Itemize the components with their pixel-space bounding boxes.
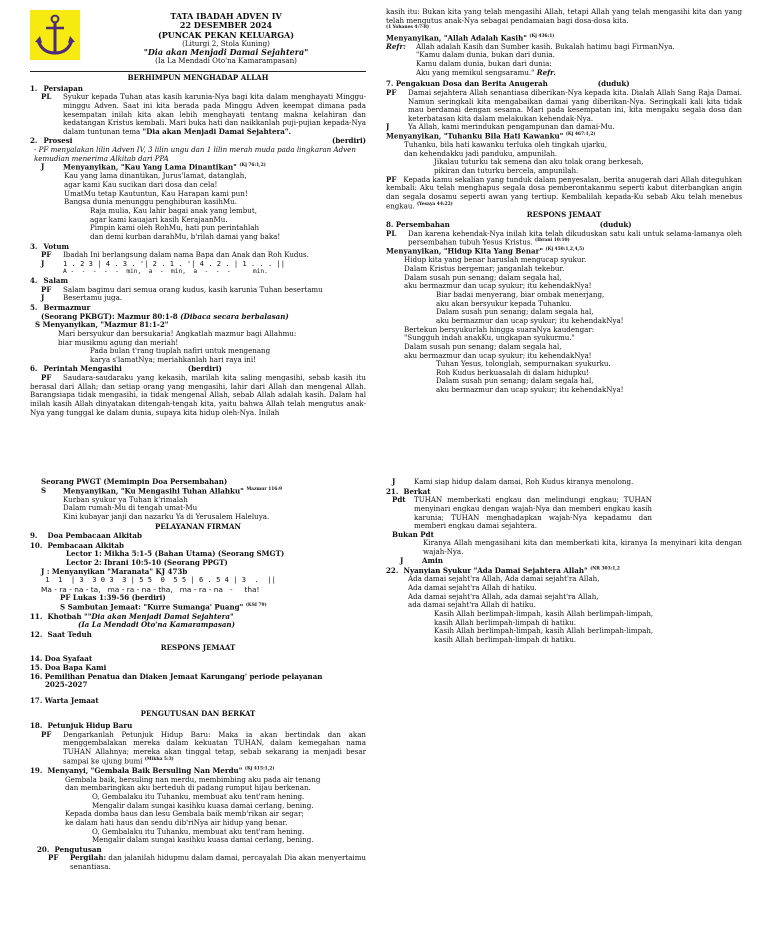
paragraph: Ibadah Ini berlangsung dalam nama Bapa dan Anak dan Roh Kudus. [63,250,309,260]
text-span: Ada damai sejaht'ra Allah, Ada damai sejaht'ra Allah, [408,574,600,584]
text-span: Kau yang lama dinantikan, Jurus'lamat, datanglah, [64,171,247,181]
role-label: J [386,122,390,132]
item-title: Bermazmur [43,302,91,312]
song-stanza [30,347,366,364]
paragraph [63,93,366,136]
text-span: Ada damai sejaht'ra Allah, ada damai sejaht'ra Allah, [408,591,599,601]
sermon-subtitle: (Ia La Mendadi Oto'na Kamarampasan) [78,620,235,630]
text-span: Kurban syukur ya Tuhan k'rimalah [63,494,188,504]
paragraph [386,176,742,211]
text-span: Menyanyikan, "Tuhanku Bila Hati Kawanku" [386,131,564,141]
text-span: Mengalir dalam sungai kasihku kuasa damai cerlang, bening. [92,800,314,810]
text-span: Dalam rumah-Mu di tengah umat-Mu [63,503,198,513]
song-stanza [416,43,675,78]
text-span: Kasih Allah berlimpah-limpah, kasih Allah berlimpah-limpah, [434,608,654,618]
role-label: J [41,162,45,172]
role-label: J [41,258,45,268]
text-span: Ada damai sejaht'ra Allah di hatiku. [408,583,537,593]
text-span: 2. [30,136,38,146]
text-span: Kamu dalam dunia, bukan dari dunia: [416,58,552,68]
text-span: (Yesaya 44:22) [416,201,453,207]
column-3 [30,478,366,928]
text-span: Khotbah " [47,611,88,621]
posture-note: (berdiri) [187,364,222,374]
song-stanza [386,291,742,326]
text-span: dan demi kurban darahMu, b'rilah damai yang baka! [90,231,281,241]
column-2 [386,8,742,458]
item-title: Pengakuan Dosa dan Berita Anugerah [395,79,548,89]
item-title: Persiapan [43,83,83,93]
text-span: pikiran dan tuturku bercela, ampunilah. [434,165,579,175]
bulletin-header [30,8,366,70]
item-title [403,566,619,575]
paragraph [386,8,742,25]
item-title: Salam [43,276,69,286]
role-label: Pdt [392,495,406,505]
text-span: (Kj 76:1,2) [239,163,266,169]
text-span: Kini kubayar janji dan nazarku Ya di Yerusalem Haleluya. [63,511,270,521]
song-stanza [30,330,366,347]
text-span: Dengarkanlah Petunjuk Hidup Baru: Maka ia akan bertindak dan akan menggembalakan mereka dalam kekuatan TUHAN, dalam kemegahan nama TUHAN Allahnya; mereka akan tinggal tetap, sebab sekarang ia menjadi besar sampai ke ujung bumi [63,729,366,766]
text-span: (Kj 467:1,2) [565,132,596,138]
paragraph: Ya Allah, kami merindukan pengampunan dan damai-Mu. [408,122,615,132]
text-span: dan jalanilah hidupmu dalam damai, percayalah Dia akan menyertaimu senantiasa. [70,853,366,872]
text-span: kasih Allah berlimpah-limpah di hatiku. [434,634,577,644]
text-span: 1. [30,83,38,93]
song-stanza [386,158,742,175]
text-span: (KSI 79) [245,602,267,608]
music-notation [30,576,366,594]
text-span: 18. [30,721,43,731]
item-title: Petunjuk Hidup Baru [47,721,133,731]
gospel-reading: PF Lukas 1:39-56 (berdiri) [60,593,166,603]
text-span: O, Gembalaku itu Tuhanku, membuat aku tent'ram hening. [92,791,305,801]
text-span: aku akan bersyukur kepada Tuhanku. [436,298,572,308]
text-span: Dalam Kristus bergemar; janganlah tekebur. [404,264,565,274]
text-span: agar kami Kau sucikan dari dosa dan cela! [64,180,218,190]
text-span: aku bermazmur dan ucap syukur; itu kehendakNya! [404,350,592,360]
role-label: S [41,485,47,495]
text-span: karya s'lamatNya; meriahkanlah hari raya ini! [90,354,256,364]
theme-toraja: (Ia La Mendadi Oto'na Kamarampasan) [155,56,297,66]
rubric-note: - PF menyalakan lilin Adven IV, 3 lilin ungu dan 1 lilin merah muda pada lingkaran Adven kemudian menerima Alkitab dari PPA [34,145,356,163]
text-span: 22. [386,565,399,575]
item-title: Prosesi [43,136,73,146]
text-span: 4. [30,276,38,286]
posture-note: (duduk) [599,220,632,230]
song-stanza [30,810,366,827]
text-span: Dalam susah pun senang; dalam segala hal, [404,272,562,282]
text-span: agar kami kauajari kasih KerajaanMu. [90,214,228,224]
divider [30,71,366,72]
role-label: PL [41,92,52,102]
paragraph [70,854,366,871]
item-title: Pembacaan Alkitab [47,540,124,550]
text-span: Dalam susah pun senang; dalam segala hal, [436,307,594,317]
text-span: 3. [30,241,38,251]
text-span: aku bermazmur dan ucap syukur; itu kehendakNya! [436,315,624,325]
text-span: Kasih Allah berlimpah-limpah, kasih Allah berlimpah-limpah, [434,626,654,636]
item-title [47,612,233,621]
text-span: "Sungguh indah anakKu, ungkapan syukurmu." [404,333,575,343]
text-span: ke dalam hati haus dan sendu dib'riNya air hidup yang benar. [65,817,288,827]
lector-line: Lector 2: Ibrani 10:5-10 (Seorang PPGT) [66,558,228,568]
text-span: Roh Kudus berkuasalah di dalam hidupku! [436,367,590,377]
section-heading: BERHIMPUN MENGHADAP ALLAH [127,73,269,82]
music-lyrics: A - - - - - min, a - min, a - - - min. [63,268,268,276]
text-span: Bangsa dunia menunggu penghiburan kasihMu. [64,197,237,207]
text-span: 20. [37,844,50,854]
bulletin-subtitle: (PUNCAK PEKAN KELUARGA) [157,29,295,40]
text-span: Aku yang memikul sengsaramu." [416,67,535,77]
item-title [47,766,274,775]
text-span: 11. [30,611,43,621]
role-label: PF [41,729,52,739]
text-span: Biar badai menyerang, biar ombak menerjang, [436,290,605,300]
text-span: S Sambutan Jemaat: "Kurre Sumanga' Puang" [60,602,244,612]
role-label: PF [41,284,52,294]
section-heading: PENGUTUSAN DAN BERKAT [140,709,256,719]
song-stanza [386,610,742,645]
role-label: PF [41,250,52,260]
text-span: Bertekun bersyukurlah hingga suaraNya kaudengar: [404,324,595,334]
text-span: Jikalau tuturku tak semena dan aku tolak orang berkesah, [434,157,644,167]
text-span: Tuhan Yesus, tolonglah, sempurnakan syukurku. [436,359,611,369]
music-notation [63,260,285,276]
song-stanza [386,575,742,610]
role-label: Bukan Pdt [392,529,434,539]
text-span: Kepada domba haus dan lesu Gembala baik memb'rikan air segar; [65,809,304,819]
text-span: Menyanyikan, "Kau Yang Lama Dinantikan" [63,162,237,172]
text-span: Pada bulan t'rang tiuplah nafiri untuk mengenang [90,346,271,356]
text-span: "Dia akan Menjadi Damai Sejahtera". [142,126,291,136]
text-span: Dalam susah pun senang; dalam segala hal, [436,376,594,386]
text-span: ada damai sejaht'ra Allah di hatiku. [408,600,536,610]
text-span: Kepada kamu sekalian yang tunduk dalam penyesalan, berita anugerah dari Allah diteguhkan kembali: Aku telah menghapus segala dosa pemberontakanmu seperti kabut diterbangkan angin dan segala dosamu seperti awan yang tertiup. Kembalilah kepada-Ku sebab Aku telah menebus engkau. [386,174,742,210]
text-span: Syukur kepada Tuhan atas kasih karunia-Nya bagi kita dalam menghayati Minggu-minggu Adven. Saat ini kita berada pada Minggu Adven keempat dimana pada kesempatan inilah kita akan lebih menghayati tentang makna kelahiran dan kedatangan Kristus kembali. Mari buka hati dan naikkanlah puji-pujian kepada-Nya dalam tuntunan tema [63,92,366,136]
paragraph: TUHAN memberkati engkau dan melindungi engkau; TUHAN menyinari engkau dengan wajah-Nya dan memberi engkau kasih karunia; TUHAN menghadapkan wajah-Nya kepadamu dan memberi engkau damai sejahtera. [414,495,652,531]
section-heading: RESPONS JEMAAT [160,642,236,652]
song-stanza [386,141,742,158]
text-span: Refr. [536,67,556,77]
paragraph: Salam bagimu dari semua orang kudus, kasih karunia Tuhan besertamu [63,284,323,294]
item-title: Berkat [403,486,431,496]
column-1 [30,8,366,458]
music-notes: 1 1 | 3 3 0 3 3 | 5 5 0 5 5 | 6 . 5 4 | 3 . || [41,575,276,585]
lector-line: Lector 1: Mikha 5:1-5 (Bahan Utama) (Seorang SMGT) [66,549,285,559]
role-label: PL [386,228,397,238]
text-span: Gembala baik, bersuling nan merdu, membimbing aku pada air tenang [65,774,321,784]
text-span: "Kamu dalam dunia, bukan dari dunia. [416,50,555,60]
paragraph [63,731,366,766]
song-stanza [30,828,366,845]
text-span: PF [386,174,397,184]
bulletin-date: 22 DESEMBER 2024 [179,20,273,31]
theme: "Dia akan Menjadi Damai Sejahtera" [143,47,309,58]
text-span: kasih Allah berlimpah-limpah di hatiku. [434,617,577,627]
text-span: dan membaringkan aku berteduh di padang rumput hijau berkenan. [65,783,311,793]
song-stanza [386,326,742,361]
text-span: Nyanyian Syukur "Ada Damai Sejahtera Allah" [403,565,588,575]
text-span: Menyanyikan, "Ku Mengasihi Tuhan Allahku" [63,486,244,495]
posture-note: (berdiri) [331,136,366,146]
song-stanza [30,172,366,207]
agenda-item: 2025-2027 [45,680,88,690]
agenda-item: 17. Warta Jemaat [30,695,99,705]
posture-note: (duduk) [597,79,630,89]
congregation-response [30,603,366,612]
text-span: 10. [30,540,43,550]
role-label: J [400,555,404,565]
text-span: 6. [30,364,38,374]
agenda-item: 16. Pemilihan Penatua dan Diaken Jemaat Karungang' periode pelayanan [30,671,323,681]
header-text [86,12,366,66]
text-span: Dalam susah pun senang; dalam segala hal, [404,341,562,351]
text-span: 8. [386,220,394,230]
text-span: Mengalir dalam sungai kasihku kuasa damai cerlang, bening. [92,835,314,845]
text-span: Menyanyi, "Gembala Baik Bersuling Nan Merdu" [47,766,243,776]
amen-response: Amin [422,555,443,565]
text-span: "Dia akan Menjadi Damai Sejahtera" [87,611,234,621]
text-span: Pimpin kami oleh RohMu, hati pun perintahlah [90,223,260,233]
liturgy-info: (Liturgi 2, Stola Kuning) [182,38,270,48]
item-title: Votum [43,241,70,251]
section-heading: PELAYANAN FIRMAN [154,521,242,531]
text-span: 21. [386,486,399,496]
text-span: (Mikha 5:3) [144,756,174,762]
text-span: (Ibrani 10:10) [535,238,570,244]
text-span: UmatMu tetap Kautuntun, Kau Harapan kami pun! [64,188,248,198]
song-stanza [30,496,366,522]
text-span: Tuhanku, bila hati kawanku terluka oleh tingkah ujarku, [404,140,608,150]
text-span: (Kj 415:1,2) [244,766,275,772]
scripture-ref: (1 Yohanes 4:7-8) [386,25,430,31]
paragraph: Damai sejahtera Allah senantiasa diberikan-Nya kepada kita. Dialah Allah Sang Raja Damai. Namun seringkali kita mengabaikan damai yang diberikan-Nya. Seringkali kali kita tidak mau berdamai dengan sesama. Mari pada kesempatan ini, kita mengaku segala dosa dan keterbatasan kita dalam melakukan kehendak-Nya. [408,87,742,123]
text-span: Mazmur 116:9 [246,486,283,492]
song-stanza [30,776,366,793]
paragraph [408,230,742,248]
item-title: Persembahan [395,220,450,230]
text-span: Menyanyikan, "Allah Adalah Kasih" [386,33,527,43]
item-title: Doa Pembacaan Alkitab [47,531,142,541]
text-span: Raja mulia, Kau lahir bagai anak yang lembut, [90,205,257,215]
text-span: dan kehendakku jadi panduku, ampunilah. [404,148,558,158]
paragraph: Kiranya Allah mengasihani kita dan memberkati kita, kiranya Ia menyinari kita dengan wajah-Nya. [423,538,742,557]
role-label: J [41,293,45,303]
song-stanza [386,256,742,291]
bulletin-title: TATA IBADAH ADVEN IV [170,11,282,21]
song-stanza [386,360,742,395]
text-span: kasih itu: Bukan kita yang telah mengasihi Allah, tetapi Allah yang telah mengasihi kita dan yang telah mengutus anak-Nya sebagai pendamaian bagi dosa-dosa kita. [386,8,742,25]
item-title: Saat Teduh [47,630,92,639]
text-span: 5. [30,302,38,312]
text-span: Mari bersyukur dan bersukaria! Angkatlah mazmur bagi Allahmu: [58,328,297,338]
text-span: biar musikmu agung dan meriah! [58,337,179,347]
agenda-item: 14. Doa Syafaat [30,654,93,664]
song-stanza [30,207,366,242]
text-span: aku bermazmur dan ucap syukur; itu kehendakNya! [436,385,624,395]
prayer-leader: Seorang PWGT (Memimpin Doa Persembahan) [41,478,228,486]
role-label: PF [386,87,397,97]
song-stanza [30,793,366,810]
text-span: (Dibaca secara berbalasan) [180,311,289,321]
text-span: Hidup kita yang benar haruslah mengucap syukur. [404,255,587,265]
text-span: Menyanyikan, "Hidup Kita Yang Benar" [386,246,544,256]
anchor-icon [30,10,80,60]
text-span: Allah adalah Kasih dan Sumber kasih. Bukalah hatimu bagi FirmanNya. [416,41,675,51]
song-title: J : Menyanyikan "Maranata" KJ 473b [41,566,188,576]
column-4 [386,478,742,928]
refrain-label: Refr: [386,41,406,51]
paragraph: Kami siap hidup dalam damai, Roh Kudus kiranya menolong. [414,478,634,486]
text-span: 9. [30,531,38,541]
logo-badge [30,10,80,60]
role-label: PF [48,853,59,863]
music-notes: 1 . 2 3 | 4 . 3 . '| 2 . 1 . '| 4 . 2 . | 1 . . . || [63,258,286,268]
text-span: (Kj 450:1,2,4,5) [545,247,585,253]
item-title: Perintah Mengasihi [43,364,122,374]
song-title: S Menyanyikan, "Mazmur 81:1-2" [35,320,169,330]
text-span: O, Gembalaku itu Tuhanku, membuat aku tent'ram hening. [92,826,305,836]
item-title: Pengutusan [54,844,102,854]
text-span: 12. [30,630,43,639]
text-span: aku bermazmur dan ucap syukur; itu kehendakNya! [404,281,592,291]
role-label: PF [41,373,52,383]
paragraph: Saudara-saudaraku yang kekasih, marilah kita saling mengasihi, sebab kasih itu berasal dari Allah; dan setiap orang yang mengasihi, lahir dari Allah dan mengenal Allah. Barangsiapa tidak mengasihi, ia tidak mengenal Allah, sebab Allah adalah kasih. Dalam hal inilah kasih Allah dinyatakan ditengah-tengah kita, yaitu bahwa Allah telah mengutus anak-Nya yang tunggal ke dalam dunia, supaya kita hidup oleh-Nya. Inilah [30,373,366,417]
text-span: Dan karena kehendak-Nya inilah kita telah dikuduskan satu kali untuk selama-lamanya oleh persembahan tubuh Yesus Kristus. [408,228,742,247]
text-span: Pergilah: [70,853,107,863]
paragraph: Besertamu juga. [63,293,123,303]
text-span: (Kj 436:1) [529,33,555,39]
music-lyrics: Ma - ra - na - ta, ma - ra - na - tha, ma - ra - na - tha! [41,585,260,595]
role-label: J [392,478,396,486]
text-span: (Seorang PKBGT): Mazmur 80:1-8 [41,311,181,321]
text-span: 7. [386,79,394,89]
agenda-item: 15. Doa Bapa Kami [30,662,107,672]
text-span: 19. [30,766,43,776]
section-heading: RESPONS JEMAAT [526,209,602,219]
text-span: (NR 303:1,2 [590,566,620,572]
